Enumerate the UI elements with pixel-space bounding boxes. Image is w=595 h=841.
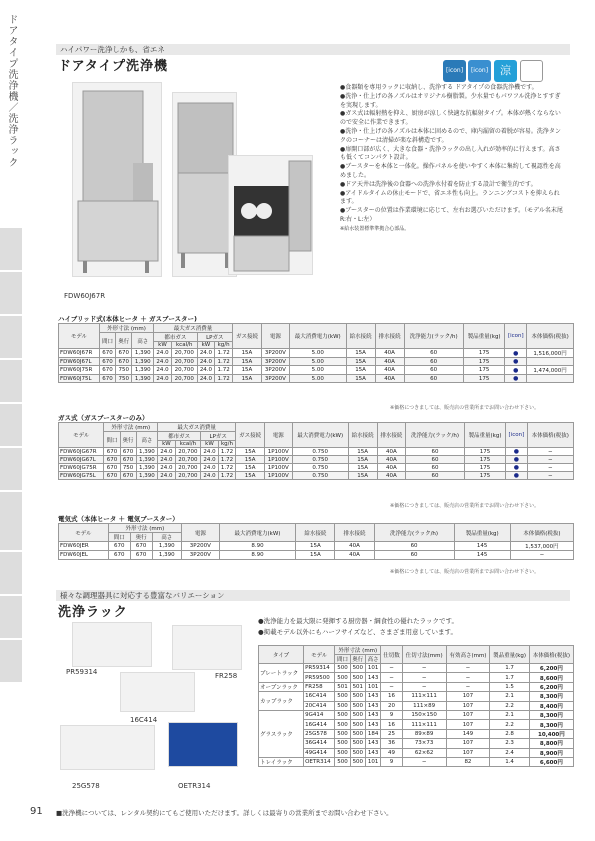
spec-table-gas: モデル 外形寸法 (mm) 最大ガス消費量 ガス接続 電源 最大消費電力(kW) 給水接続 排水接続 洗浄能力(ラック/h) 製品重量(kg) [icon] 本体価格(税抜) 間口 奥行 高さ 都市ガス LPガス kW kcal/h kW kg/h FDW60JG67R 670 670 1,390 24.0 20,700 24.0 1.72 15A 1P100V 0.750 15A 40A 60 175 ● − FDW60JG67L 670 670 1,390 24.0 20,700 24.0 1.72 15A 1P100V 0.750 15A 40A 60 175 ● − FDW60JG75R 670 750 1,390 24.0 20,700 24.0 1.72 15A 1P100V 0.750 15A 40A 60 175 ● − FDW60JG75L 670 670 1,390 24.0 20,700 24.0 1.72 15A 1P100V 0.750 15A 40A 60 175 ● − — [58, 422, 574, 480]
table-title: ガス式（ガスブースターのみ） — [58, 414, 149, 422]
spec-table-electric: モデル 外形寸法 (mm) 電源 最大消費電力(kW) 給水接続 排水接続 洗浄能力(ラック/h) 製品重量(kg) 本体価格(税抜) 間口 奥行 高さ FDW60JER 670 670 1,390 3P200V 8.90 15A 40A 60 145 1,537,000円 FDW60JEL 670 670 1,390 3P200V 8.90 15A 40A 60 145 − — [58, 523, 574, 560]
section-subhead: ハイパワー洗浄しかも、省エネ — [56, 44, 570, 55]
dishwasher-detail-image — [228, 155, 313, 275]
sidebar-tab-active[interactable] — [0, 492, 22, 550]
feature-item: ●ブースターの位置は作業環境に応じて、左右お選びいただけます。（モデル名末尾 R:右・L:左） — [340, 207, 563, 223]
model-caption: FDW60J67R — [64, 292, 106, 300]
feature-item: ●扉開口部が広く、大きな食器・洗浄ラックの出し入れが効率的に行えます。高さも低くてコンパクト設計。 — [340, 145, 561, 162]
feature-item: ●アイドルタイムの休止モードで、省エネ性も向上。ランニングコストを抑えられます。 — [340, 189, 560, 206]
feature-list — [340, 84, 565, 234]
table-row: 16G414 500 500 143 16 111×111 107 2.2 8,300円 — [259, 720, 574, 729]
rack-caption: 16C414 — [130, 716, 158, 724]
feature-item: ●ガス式は輻射熱を抑え、厨房が涼しく快適な抗輻射タイプ。本体が熱くならないので安全に作業できます。 — [340, 110, 561, 127]
table-row: FDW60JEL 670 670 1,390 3P200V 8.90 15A 40A 60 145 − — [59, 551, 574, 560]
feature-item: ●洗浄・仕上げの各ノズルはオリジナル樹脂製。少水量でもパワフル洗浄とすすぎを実現します。 — [340, 92, 561, 109]
table-row: トレイラック OETR314 500 500 101 9 − 82 1.4 6,600円 — [259, 757, 574, 766]
section-subhead: 様々な調理器具に対応する豊富なバリエーション — [56, 590, 570, 601]
sidebar-tab[interactable] — [0, 360, 22, 402]
spec-table-hybrid: モデル 外形寸法 (mm) 最大ガス消費量 ガス接続 電源 最大消費電力(kW) 給水接続 排水接続 洗浄能力(ラック/h) 製品重量(kg) [icon] 本体価格(税抜) 間口 奥行 高さ 都市ガス LPガス kW kcal/h kW kg/h FDW60J67R 670 670 1,390 24.0 20,700 24.0 1.72 15A 3P200V 5.00 15A 40A 60 175 ● 1,516,000円 FDW60J67L 670 670 1,390 24.0 20,700 24.0 1.72 15A 3P200V 5.00 15A 40A 60 175 ● FDW60J75R 670 750 1,390 24.0 20,700 24.0 1.72 15A 3P200V 5.00 15A 40A 60 175 ● 1,474,000円 FDW60J75L 670 750 1,390 24.0 20,700 24.0 1.72 15A 3P200V 5.00 15A 40A 60 175 ● — [58, 323, 574, 383]
rack-caption: OETR314 — [178, 782, 211, 790]
sidebar-title: ドアタイプ洗浄機／洗浄ラック — [6, 14, 17, 168]
table-note: ※価格につきましては、販売店の営業所までお問い合わせ下さい。 — [390, 569, 540, 575]
rack-image — [172, 625, 242, 670]
table-row: グラスラック 9G414 500 500 143 9 150×150 107 2.1 8,300円 — [259, 710, 574, 719]
rack-features — [258, 616, 458, 638]
rack-table: タイプ モデル 外形寸法 (mm) 仕切数 仕切寸法(mm) 有効高さ(mm) 製品重量(kg) 本体価格(税抜) 間口 奥行 高さ プレートラック PR59314 500 500 101 − − − 1.7 6,200円 PR59500 500 500 143 − − − 1.7 8,600円 オープンラック FR258 501 501 101 − − − 1.5 6,200円 カップラック 16C414 500 500 143 16 111×111 107 2.1 8,300円 20C414 500 500 143 20 111×89 107 2.2 8,400円 グラスラック 9G414 500 500 143 9 150×150 107 2.1 8,300円 16G414 500 500 143 16 111×111 107 2.2 8,300円 25G578 500 500 184 25 89×89 149 2.8 10,400円 36G414 500 500 143 36 73×73 107 2.3 8,800円 49G414 500 500 143 49 62×62 107 2.4 8,900円 トレイラック OETR314 500 500 101 9 − 82 1.4 6,600円 — [258, 645, 574, 767]
eco-icon: [icon] — [468, 60, 491, 82]
section-title: 洗浄ラック — [58, 605, 128, 620]
table-row: FDW60J67L 670 670 1,390 24.0 20,700 24.0 1.72 15A 3P200V 5.00 15A 40A 60 175 ● — [59, 358, 574, 366]
sidebar — [0, 0, 22, 841]
sidebar-tab[interactable] — [0, 228, 22, 270]
rack-caption: FR258 — [215, 672, 238, 680]
table-row: FDW60JG67R 670 670 1,390 24.0 20,700 24.0 1.72 15A 1P100V 0.750 15A 40A 60 175 ● − — [59, 448, 574, 456]
sidebar-tab[interactable] — [0, 640, 22, 682]
blank-icon — [520, 60, 543, 82]
table-row: FDW60JG67L 670 670 1,390 24.0 20,700 24.0 1.72 15A 1P100V 0.750 15A 40A 60 175 ● − — [59, 456, 574, 464]
table-row: FDW60J67R 670 670 1,390 24.0 20,700 24.0 1.72 15A 3P200V 5.00 15A 40A 60 175 ● 1,516,000円 — [59, 349, 574, 358]
table-row: FDW60JG75R 670 750 1,390 24.0 20,700 24.0 1.72 15A 1P100V 0.750 15A 40A 60 175 ● − — [59, 464, 574, 472]
cool-icon: 涼 — [494, 60, 517, 82]
rack-image — [72, 622, 152, 667]
footer-note: ■洗浄機については、レンタル契約にてもご使用いただけます。詳しくは最寄りの営業所までお問い合わせ下さい。 — [56, 809, 393, 817]
feature-item: ●ブースターを本体と一体化。操作パネルを使いやすく本体に集約して視認性を高めました。 — [340, 163, 561, 179]
table-row: 36G414 500 500 143 36 73×73 107 2.3 8,800円 — [259, 739, 574, 748]
rack-image — [60, 725, 155, 770]
sidebar-tab[interactable] — [0, 404, 22, 446]
table-row: 20C414 500 500 143 20 111×89 107 2.2 8,400円 — [259, 701, 574, 710]
feature-item: ●洗浄・仕上げの各ノズルは本体に固めるので、庫内漏留の着脱が容易。洗浄タンクのコーナーは清掃が楽な斜構造です。 — [340, 127, 561, 144]
table-row: FDW60J75R 670 750 1,390 24.0 20,700 24.0 1.72 15A 3P200V 5.00 15A 40A 60 175 ● 1,474,000円 — [59, 366, 574, 375]
table-row: PR59500 500 500 143 − − − 1.7 8,600円 — [259, 673, 574, 682]
page-title: ドアタイプ洗浄機 — [58, 59, 169, 74]
table-note: ※価格につきましては、販売店の営業所までお問い合わせ下さい。 — [390, 405, 540, 411]
feature-item: ●洗浄能力を最大限に発揮する厨房器・綱食性の優れたラックです。 — [258, 617, 459, 625]
rack-image — [120, 672, 195, 712]
table-note: ※価格につきましては、販売店の営業所までお問い合わせ下さい。 — [390, 503, 540, 509]
table-row: プレートラック PR59314 500 500 101 − − − 1.7 6,200円 — [259, 664, 574, 673]
table-row: FDW60JG75L 670 670 1,390 24.0 20,700 24.0 1.72 15A 1P100V 0.750 15A 40A 60 175 ● − — [59, 472, 574, 480]
table-title: 電気式（本体ヒータ ＋ 電気ブースター） — [58, 515, 179, 523]
sidebar-tab[interactable] — [0, 272, 22, 314]
table-row: オープンラック FR258 501 501 101 − − − 1.5 6,200円 — [259, 682, 574, 691]
table-row: FDW60J75L 670 750 1,390 24.0 20,700 24.0 1.72 15A 3P200V 5.00 15A 40A 60 175 ● — [59, 375, 574, 383]
feature-item: ●掲載モデル以外にもハーフサイズなど、さまざま用意しています。 — [258, 628, 457, 636]
sidebar-tab[interactable] — [0, 596, 22, 638]
page-number: 91 — [30, 806, 43, 817]
rack-caption: PR59314 — [66, 668, 98, 676]
feature-item: ●食器類を専用ラックに収納し、洗浄する ドアタイプの食器洗浄機です。 — [340, 84, 538, 91]
table-title: ハイブリッド式(本体ヒータ ＋ ガスブースター) — [58, 315, 197, 323]
table-row: カップラック 16C414 500 500 143 16 111×111 107 2.1 8,300円 — [259, 692, 574, 701]
rack-caption: 25G578 — [72, 782, 100, 790]
feature-note: ※給水装置標準準拠合心部品。 — [340, 225, 410, 232]
sidebar-tab[interactable] — [0, 316, 22, 358]
rack-image — [168, 722, 238, 767]
feature-item: ●ドア天井は洗浄後の食器への洗浄水付着を防止する設計で衛生的です。 — [340, 180, 537, 188]
table-row: 49G414 500 500 143 49 62×62 107 2.4 8,900円 — [259, 748, 574, 757]
table-row: 25G578 500 500 184 25 89×89 149 2.8 10,400円 — [259, 729, 574, 738]
dishwasher-image — [72, 82, 162, 277]
water-saving-icon: [icon] — [443, 60, 466, 82]
sidebar-tab[interactable] — [0, 448, 22, 490]
table-row: FDW60JER 670 670 1,390 3P200V 8.90 15A 40A 60 145 1,537,000円 — [59, 542, 574, 551]
sidebar-tab[interactable] — [0, 552, 22, 594]
